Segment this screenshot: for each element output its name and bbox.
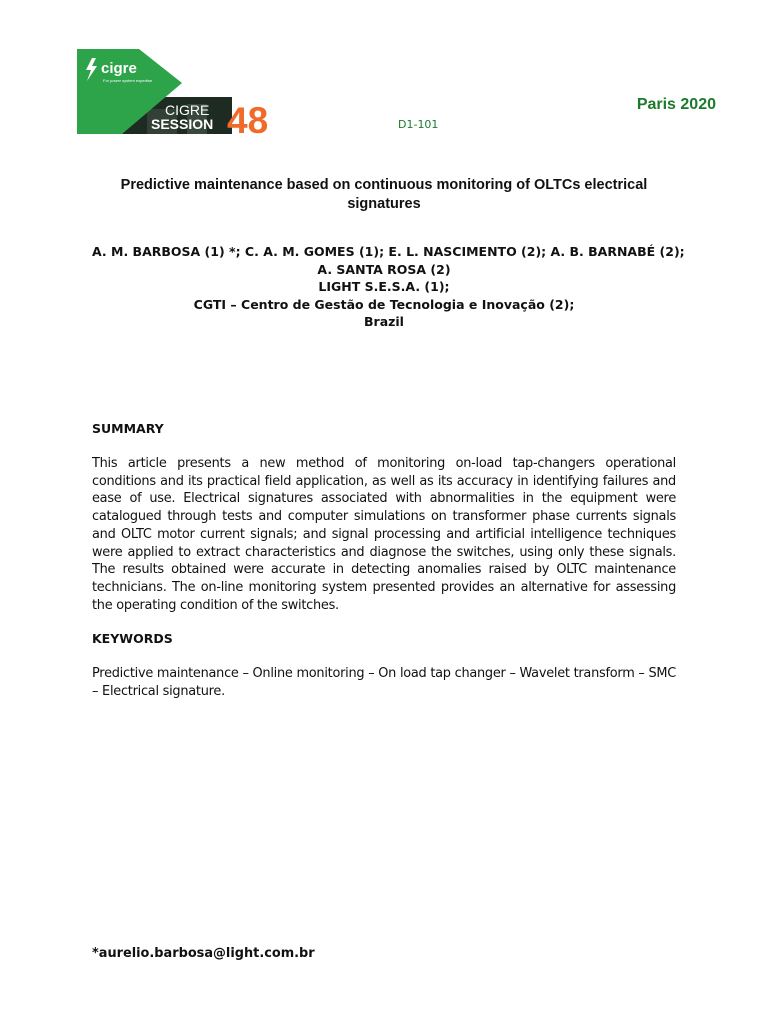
- authors-line: A. M. BARBOSA (1) *; C. A. M. GOMES (1); E. L. NASCIMENTO (2); A. B. BARNABÉ (2);: [92, 244, 685, 259]
- cigre-session-logo: [77, 49, 282, 134]
- author-email: *aurelio.barbosa@light.com.br: [92, 946, 315, 961]
- brand-text: cigre: [101, 60, 137, 77]
- affiliation-line: CGTI – Centro de Gestão de Tecnologia e Inovação (2);: [193, 296, 575, 312]
- summary-text: This article presents a new method of monitoring on-load tap-changers operational conditions and its practical field application, as well as its accuracy in identifying failures and ease of use. Electrical signatures associated with abnormalities in the equipment were catalogued through tests and computer simulations on transformer phase currents signals and OLTC motor current signals; and signal processing and artificial intelligence techniques were applied to extract characteristics and diagnose the switches, using only these signals. The results obtained were accurate in detecting anomalies raised by OLTC maintenance technicians. The on-line monitoring system presented provides an alternative for assessing the operating condition of the switches.: [92, 456, 676, 613]
- keywords-text: Predictive maintenance – Online monitoring – On load tap changer – Wavelet transform – SMC – Electrical signature.: [92, 666, 676, 699]
- paper-code: D1-101: [398, 118, 439, 131]
- location-year: Paris 2020: [636, 96, 716, 113]
- author-block: [92, 243, 685, 331]
- summary-heading: SUMMARY: [92, 421, 164, 436]
- affiliation-line: LIGHT S.E.S.A. (1);: [318, 279, 450, 294]
- authors-line: A. SANTA ROSA (2): [317, 261, 451, 277]
- tagline-text: For power system expertise: [103, 78, 153, 83]
- event-number: 48: [227, 100, 269, 134]
- event-line1: CIGRE: [165, 102, 210, 118]
- event-line2: SESSION: [151, 116, 214, 132]
- country-line: Brazil: [364, 314, 404, 329]
- keywords-heading: KEYWORDS: [92, 631, 173, 646]
- paper-title: Predictive maintenance based on continuous monitoring of OLTCs electrical signatures: [120, 177, 648, 212]
